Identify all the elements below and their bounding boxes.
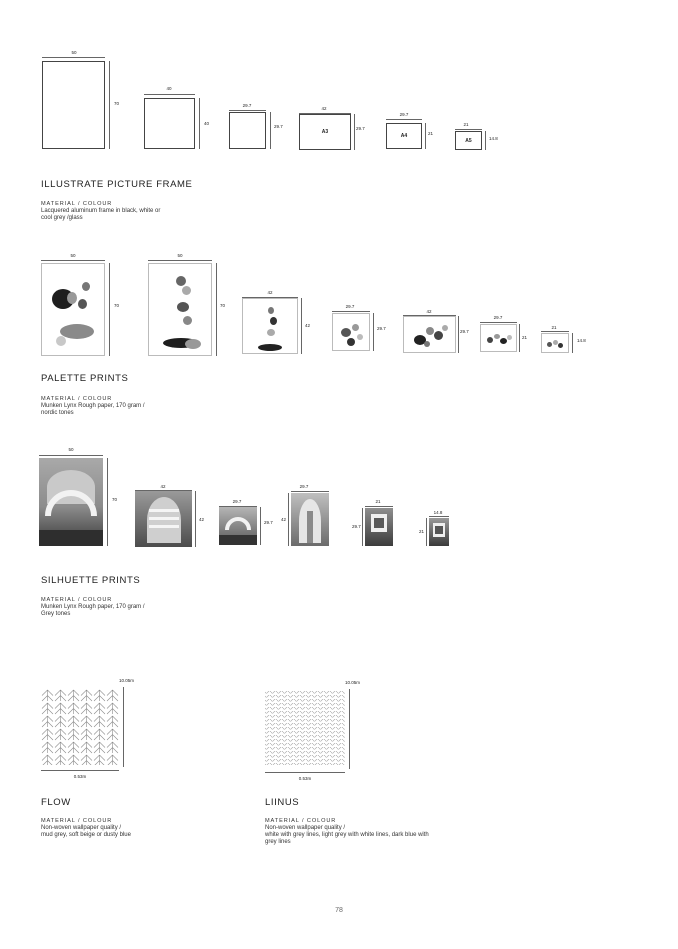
dim-width: 50 [71,50,77,55]
dim-line [519,324,520,352]
print-shape [374,518,384,528]
print-shape [558,343,563,348]
dim-width: 0.53m [73,774,87,779]
dim-line [572,333,573,353]
silhuette-print-29-7x42 [291,493,329,546]
palette-print-42x29-7 [403,316,456,353]
palette-print-50x70 [148,263,212,356]
dim-width: 29.7 [232,499,242,504]
print-shape [176,276,186,286]
description-line: nordic tones [41,410,74,417]
silhuette-print-21x29-7 [365,508,393,546]
dim-width: 42 [426,309,432,314]
frame-a4 [386,123,422,149]
description-line: Munken Lynx Rough paper, 170 gram / [41,403,145,409]
material-label: MATERIAL / COLOUR [41,818,113,824]
section-title: FLOW [41,797,71,808]
dim-line [429,516,449,517]
material-label: MATERIAL / COLOUR [265,818,337,824]
material-description [41,403,145,417]
print-shape [147,497,181,543]
dim-height: 70 [114,303,120,308]
dim-width: 0.53m [298,776,312,781]
print-shape [182,286,191,295]
silhuette-print-50x70 [39,458,103,546]
dim-height: 10.05m [345,680,361,685]
frame-a5 [455,131,482,150]
dim-line [425,123,426,149]
print-shape [347,338,355,346]
dim-line [260,507,261,545]
frame-size-label: A5 [465,137,472,144]
description-line: Lacquered aluminum frame in black, white or [41,208,161,214]
print-shape [500,338,507,344]
print-shape [442,325,448,331]
frame-a3 [299,114,351,150]
dim-line [354,114,355,150]
print-shape [307,511,313,543]
print-shape [357,334,363,340]
print-shape [507,335,512,340]
dim-line [373,313,374,351]
dim-line [349,689,350,769]
dim-height: 29.7 [460,329,469,334]
dim-width: 29.7 [299,484,309,489]
dim-line [480,322,517,323]
print-shape [487,337,493,343]
liinus-pattern [265,691,345,765]
print-shape [149,517,179,520]
print-shape [177,302,189,312]
print-shape [185,339,201,349]
frame-40x40 [144,98,195,149]
print-shape [39,530,103,546]
print-shape [67,292,77,304]
dim-line [301,298,302,354]
material-label: MATERIAL / COLOUR [41,201,113,207]
description-line: Non-woven wallpaper quality / [265,825,346,831]
dim-line [123,687,124,767]
description-line: mud grey, soft beige or dusty blue [41,832,131,839]
dim-height: 42 [305,323,311,328]
dim-width: 29.7 [399,112,409,117]
dim-width: 14.8 [433,510,443,515]
print-shape [219,535,257,545]
dim-line [109,61,110,149]
dim-width: 29.7 [345,304,355,309]
dim-height: 14.8 [489,136,498,141]
dim-height: 29.7 [377,326,386,331]
dim-width: 42 [321,106,327,111]
dim-line [41,770,119,771]
silhuette-print-29-7x29-7 [219,507,257,545]
dim-height: 70 [114,101,120,106]
description-line: Non-woven wallpaper quality / [41,825,122,831]
material-label: MATERIAL / COLOUR [41,396,113,402]
print-shape [183,316,192,325]
print-shape [258,344,282,351]
dim-line [455,129,482,130]
dim-line [365,506,393,507]
material-label: MATERIAL / COLOUR [41,597,113,603]
page-number: 78 [335,907,343,914]
frame-size-label: A3 [321,129,329,135]
dim-height: 42 [199,517,205,522]
dim-height: 21 [419,529,425,534]
section-title: SILHUETTE PRINTS [41,575,141,586]
description-line: grey lines [265,839,291,846]
print-shape [82,282,90,291]
dim-line [291,491,329,492]
dim-line [426,518,427,546]
frame-29-7x29-7 [229,112,266,149]
dim-line [265,772,345,773]
dim-width: 21 [375,499,381,504]
dim-width: 29.7 [493,315,503,320]
silhuette-print-14-8x21 [429,518,449,546]
dim-line [229,110,266,111]
palette-print-50x70 [41,263,105,356]
dim-height: 29.7 [264,520,273,525]
palette-print-21x14-8 [541,333,569,353]
section-title: ILLUSTRATE PICTURE FRAME [41,179,193,190]
dim-height: 42 [281,517,287,522]
dim-line [270,112,271,149]
print-shape [267,329,275,336]
dim-line [41,260,105,261]
frame-size-label: A4 [400,133,408,139]
print-shape [56,336,66,346]
dim-line [386,119,422,120]
dim-line [362,508,363,546]
dim-width: 21 [463,122,469,127]
dim-width: 21 [551,325,557,330]
description-line: cool grey /glass [41,215,83,222]
dim-line [107,458,108,546]
dim-line [148,260,212,261]
print-shape [547,342,552,347]
dim-width: 50 [68,447,74,452]
dim-line [144,94,195,95]
print-shape [434,331,443,340]
flow-pattern [41,689,119,765]
section-title: LIINUS [265,797,300,808]
dim-line [485,131,486,150]
dim-line [541,331,569,332]
dim-height: 29.7 [274,124,283,129]
print-shape [149,525,179,528]
print-shape [352,324,359,331]
print-shape [494,334,500,339]
print-shape [78,299,87,309]
dim-width: 42 [267,290,273,295]
dim-width: 29.7 [242,103,252,108]
dim-line [216,263,217,356]
material-description [41,825,131,839]
print-shape [60,324,94,339]
palette-print-29-7x21 [480,324,517,352]
dim-height: 10.05m [119,678,135,683]
silhuette-print-42x42 [135,491,192,547]
print-shape [268,307,274,314]
dim-height: 29.7 [356,126,365,131]
palette-print-42x42 [242,298,298,354]
description-line: white with grey lines, light grey with white lines, dark blue with [265,832,429,839]
print-shape [270,317,277,325]
dim-width: 40 [166,86,172,91]
dim-height: 40 [204,121,210,126]
dim-line [199,98,200,149]
dim-line [109,263,110,356]
dim-height: 14.8 [577,338,586,343]
dim-line [195,491,196,547]
print-shape [426,327,434,335]
material-description [41,208,160,222]
print-shape [149,509,179,512]
dim-line [42,57,105,58]
dim-height: 21 [522,335,528,340]
material-description [265,825,429,847]
dim-height: 70 [112,497,118,502]
frame-50x70 [42,61,105,149]
dim-line [332,311,370,312]
material-description [41,604,145,618]
palette-print-29-7x29-7 [332,313,370,351]
dim-height: 29.7 [352,524,361,529]
dim-line [458,316,459,353]
dim-width: 50 [70,253,76,258]
description-line: Grey tones [41,611,71,618]
dim-line [39,455,103,456]
section-title: PALETTE PRINTS [41,373,129,384]
dim-height: 70 [220,303,226,308]
description-line: Munken Lynx Rough paper, 170 gram / [41,604,145,610]
dim-width: 42 [160,484,166,489]
print-shape [424,341,430,347]
dim-height: 21 [428,131,434,136]
dim-width: 50 [177,253,183,258]
dim-line [288,493,289,546]
print-shape [435,526,443,534]
print-shape [341,328,351,337]
